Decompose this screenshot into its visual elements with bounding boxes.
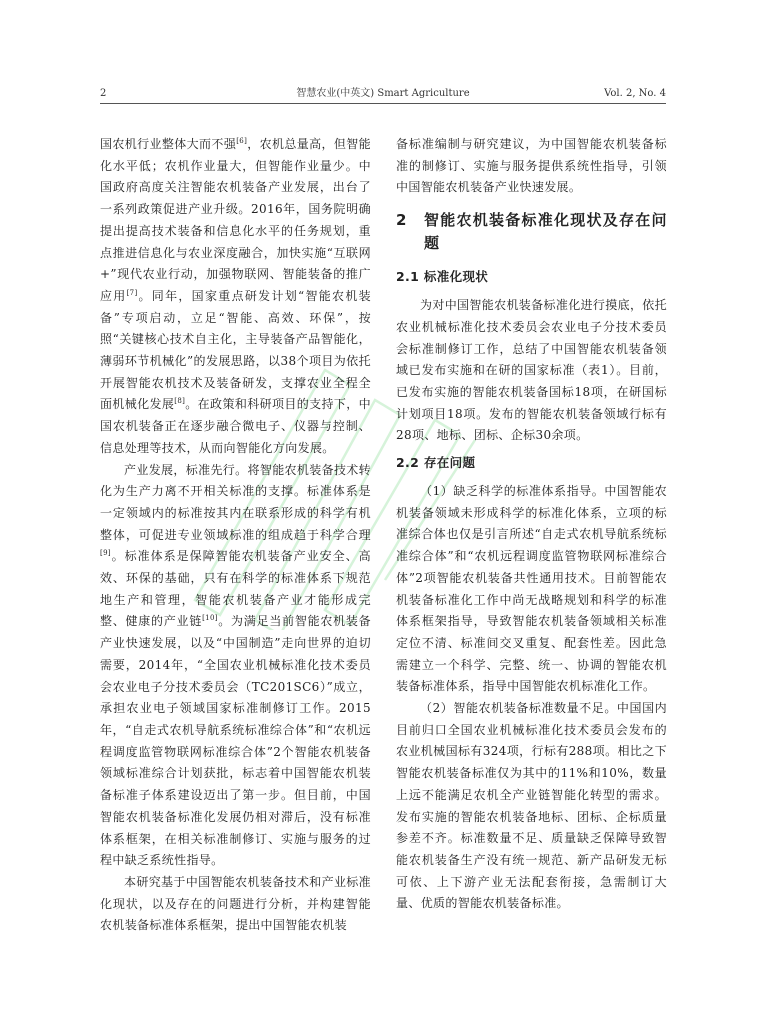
header-rule: [100, 103, 666, 104]
paragraph-status: 为对中国智能农机装备标准化进行摸底，依托农业机械标准化技术委员会农业电子分技术委员会标准制修订工作，总结了中国智能农机装备领域已发布实施和在研的国家标准（表1）。目前，已发布实施的智能农机装备国标18项，在研国标计划项目18项。发布的智能农机装备领域行标有28项、地标、团标、企标30余项。: [396, 298, 668, 443]
section-2-2-heading: 2.2 存在问题: [396, 455, 476, 471]
paragraph-study-aim-cont: 备标准编制与研究建议，为中国智能农机装备标准的制修订、实施与服务提供系统性指导，引领中国智能农机装备产业快速发展。: [396, 137, 667, 195]
paragraph-problem-2: （2）智能农机装备标准数量不足。中国国内目前归口全国农业机械标准化技术委员会发布的农业机械国标有324项，行标有288项。相比之下智能农机装备标准仅为其中的11%和10%，数量上远不能满足农机全产业链智能化转型的需求。发布实施的智能农机装备地标、团标、企标质量参差不齐。标准数量不足、质量缺乏保障导致智能农机装备生产没有统一规范、新产品研发无标可依、上下游产业无法配套衔接，急需制订大量、优质的智能农机装备标准。: [396, 701, 667, 911]
section-2-heading: [396, 209, 667, 255]
citation-6[interactable]: [6]: [236, 137, 248, 145]
page-header: [100, 86, 666, 102]
citation-7[interactable]: [7]: [126, 288, 138, 297]
paragraph-standards-first: 产业发展，标准先行。将智能农机装备技术转化为生产力离不开相关标准的支撑。标准体系是一定领域内的标准按其内在联系形成的科学有机整体，可促进专业领域标准的组成趋于科学合理[9]。标准体系是保障智能农机装备产业安全、高效、环保的基础，只有在科学的标准体系下规范地生产和管理，智能农机装备产业才能形成完整、健康的产业链[10]。为满足当前智能农机装备产业快速发展，以及“中国制造”走向世界的迫切需要，2014年，“全国农业机械标准化技术委员会农业电子分技术委员会（TC201SC6）”成立，承担农业电子领域国家标准制修订工作。2015年，“自走式农机导航系统标准综合体”和“农机远程调度监管物联网标准综合体”2个智能农机装备领域标准综合计划获批，标志着中国智能农机装备标准子体系建设迈出了第一步。但目前，中国智能农机装备标准化发展仍相对滞后，没有标准体系框架，在相关标准制修订、实施与服务的过程中缺乏系统性指导。: [100, 462, 372, 868]
citation-8[interactable]: [8]: [174, 397, 186, 406]
left-column: [100, 134, 371, 937]
section-2-1-heading: 2.1 标准化现状: [396, 269, 489, 285]
right-column: [396, 134, 667, 915]
citation-10[interactable]: [10]: [202, 614, 218, 623]
journal-title: 智慧农业(中英文) Smart Agriculture: [296, 88, 470, 99]
paragraph-problem-1: （1）缺乏科学的标准体系指导。中国智能农机装备领域未形成科学的标准化体系，立项的标准综合体也仅是引言所述“自走式农机导航系统标准综合体”和“农机远程调度监管物联网标准综合体”2项智能农机装备共性通用技术。目前智能农机装备标准化工作中尚无战略规划和科学的标准体系框架指导，导致智能农机装备领域相关标准定位不清、标准间交叉重复、配套性差。因此急需建立一个科学、完整、统一、协调的智能农机装备标准体系，指导中国智能农机标准化工作。: [396, 484, 667, 694]
section-number: 2: [396, 211, 407, 230]
paragraph-intro-policy: 国农机行业整体大而不强[6]，农机总量高，但智能化水平低；农机作业量大，但智能作业量少。中国政府高度关注智能农机装备产业发展，出台了一系列政策促进产业升级。2016年，国务院明确提出提高技术装备和信息化水平的任务规划，重点推进信息化与农业深度融合，加快实施“互联网+”现代农业行动，加强物联网、智能装备的推广应用[7]。同年，国家重点研发计划“智能农机装备”专项启动，立足“智能、高效、环保”，按照“关键核心技术自主化，主导装备产品智能化，薄弱环节机械化”的发展思路，以38个项目为依托开展智能农机技术及装备研发，支撑农业全程全面机械化发展[8]。在政策和科研项目的支持下，中国农机装备正在逐步融合微电子、仪器与控制、信息处理等技术，从而向智能化方向发展。: [100, 137, 372, 455]
page-number: 2: [100, 88, 107, 99]
citation-9[interactable]: [9]: [100, 549, 111, 558]
section-title: 智能农机装备标准化现状及存在问题: [424, 211, 667, 253]
paragraph-study-aim: 本研究基于中国智能农机装备技术和产业标准化现状，以及存在的问题进行分析，并构建智能农机装备标准体系框架，提出中国智能农机装: [100, 874, 372, 933]
volume-issue: Vol. 2, No. 4: [604, 88, 666, 99]
